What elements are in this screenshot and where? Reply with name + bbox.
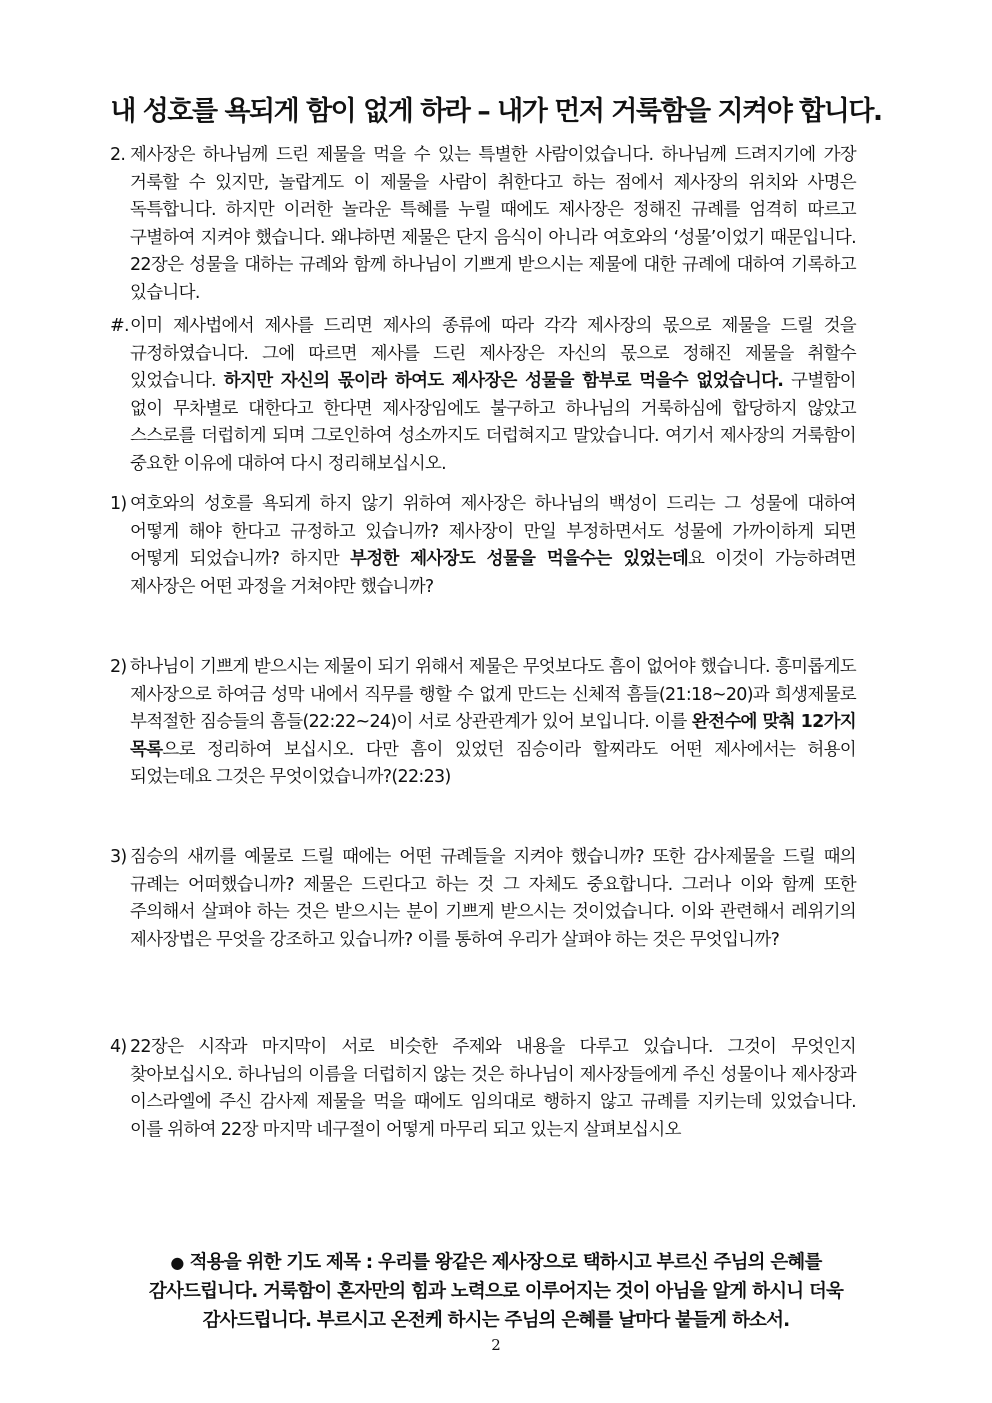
question-2 — [110, 654, 856, 792]
bullet-icon: ● — [170, 1253, 184, 1272]
paragraph-text: 구별함이 없이 무차별로 대한다고 한다면 제사장임에도 불구하고 하나님의 거룩하심에 합당하지 않았고 스스로를 더럽히게 되며 그로인하여 성소까지도 더럽혀지고 말았습니다. 여기서 제사장의 거룩함이 중요한 이유에 대하여 다시 정리해보십시오. — [130, 371, 856, 474]
paragraph-note — [110, 313, 856, 478]
page-number: 2 — [491, 1336, 501, 1354]
question-text: 짐승의 새끼를 예물로 드릴 때에는 어떤 규례들을 지켜야 했습니까? 또한 감사제물을 드릴 때의 규례는 어떠했습니까? 제물은 드린다고 하는 것 그 자체도 중요합니다. 그러나 이와 함께 또한 주의해서 살펴야 하는 것은 받으시는 분이 기쁘게 받으시는 것이었습니다. 이와 관련해서 레위기의 제사장법은 무엇을 강조하고 있습니까? 이를 통하여 우리가 살펴야 하는 것은 무엇입니까? — [130, 847, 856, 950]
emphasis-text: 하지만 자신의 몫이라 하여도 제사장은 성물을 함부로 먹을수 없었습니다. — [223, 371, 784, 391]
question-1 — [110, 491, 856, 601]
paragraph-2 — [110, 142, 856, 307]
question-text: 하나님이 기쁘게 받으시는 제물이 되기 위해서 제물은 무엇보다도 흠이 없어야 했습니다. 흥미롭게도 제사장으로 하여금 성막 내에서 직무를 행할 수 없게 만드는 신체적 흠들(21:18~20)과 희생제물로 부적절한 짐승들의 흠들(22:22~24)이 서로 상관관계가 있어 보입니다. 이를 — [130, 657, 856, 732]
emphasis-text: 완전수에 맞춰 12가지 목록 — [130, 712, 856, 760]
paragraph-text: 제사장은 하나님께 드린 제물을 먹을 수 있는 특별한 사람이었습니다. 하나님께 드려지기에 가장 거룩할 수 있지만, 놀랍게도 이 제물을 사람이 취한다고 하는 점에서 제사장의 위치와 사명은 독특합니다. 하지만 이러한 놀라운 특혜를 누릴 때에도 제사장은 정해진 규례를 엄격히 따르고 구별하여 지켜야 했습니다. 왜냐하면 제물은 단지 음식이 아니라 여호와의 ‘성물’이었기 때문입니다. 22장은 성물을 대하는 규례와 함께 하나님이 기쁘게 받으시는 제물에 대한 규례에 대하여 기록하고 있습니다. — [130, 145, 856, 303]
question-marker: 1) — [110, 494, 127, 514]
question-marker: 3) — [110, 847, 127, 867]
question-text: 여호와의 성호를 욕되게 하지 않기 위하여 제사장은 하나님의 백성이 드리는 그 성물에 대하여 어떻게 해야 한다고 규정하고 있습니까? 제사장이 만일 부정하면서도 성물에 가까이하게 되면 어떻게 되었습니까? 하지만 — [130, 494, 856, 569]
prayer-text: 적용을 위한 기도 제목 : 우리를 왕같은 제사장으로 택하시고 부르신 주님의 은혜를 감사드립니다. 거룩함이 혼자만의 힘과 노력으로 이루어지는 것이 아님을 알게 하시니 더욱 감사드립니다. 부르시고 온전케 하시는 주님의 은혜를 날마다 붙들게 하소서. — [148, 1252, 844, 1331]
question-text: 으로 정리하여 보십시오. 다만 흠이 있었던 짐승이라 할찌라도 어떤 제사에서는 허용이 되었는데요 그것은 무엇이었습니까?(22:23) — [130, 739, 856, 787]
paragraph-marker: 2. — [110, 145, 126, 165]
question-marker: 4) — [110, 1037, 127, 1057]
paragraph-text: 이미 제사법에서 제사를 드리면 제사의 종류에 따라 각각 제사장의 몫으로 제물을 드릴 것을 규정하였습니다. 그에 따르면 제사를 드린 제사장은 자신의 몫으로 정해진 제물을 취할수 있었습니다. — [130, 316, 856, 391]
question-4 — [110, 1034, 856, 1144]
question-marker: 2) — [110, 657, 127, 677]
question-text: 요 이것이 가능하려면 제사장은 어떤 과정을 거쳐야만 했습니까? — [130, 549, 856, 597]
prayer-section — [140, 1248, 852, 1335]
paragraph-marker: #. — [110, 316, 129, 336]
page-title: 내 성호를 욕되게 함이 없게 하라 – 내가 먼저 거룩함을 지켜야 합니다. — [110, 96, 882, 127]
emphasis-text: 부정한 제사장도 성물을 먹을수는 있었는데 — [350, 549, 689, 569]
question-text: 22장은 시작과 마지막이 서로 비슷한 주제와 내용을 다루고 있습니다. 그것이 무엇인지 찾아보십시오. 하나님의 이름을 더럽히지 않는 것은 하나님이 제사장들에게 주신 성물이나 제사장과 이스라엘에 주신 감사제 제물을 먹을 때에도 임의대로 행하지 않고 규례를 지키는데 있었습니다. 이를 위하여 22장 마지막 네구절이 어떻게 마무리 되고 있는지 살펴보십시오 — [130, 1037, 856, 1140]
question-3 — [110, 844, 856, 954]
